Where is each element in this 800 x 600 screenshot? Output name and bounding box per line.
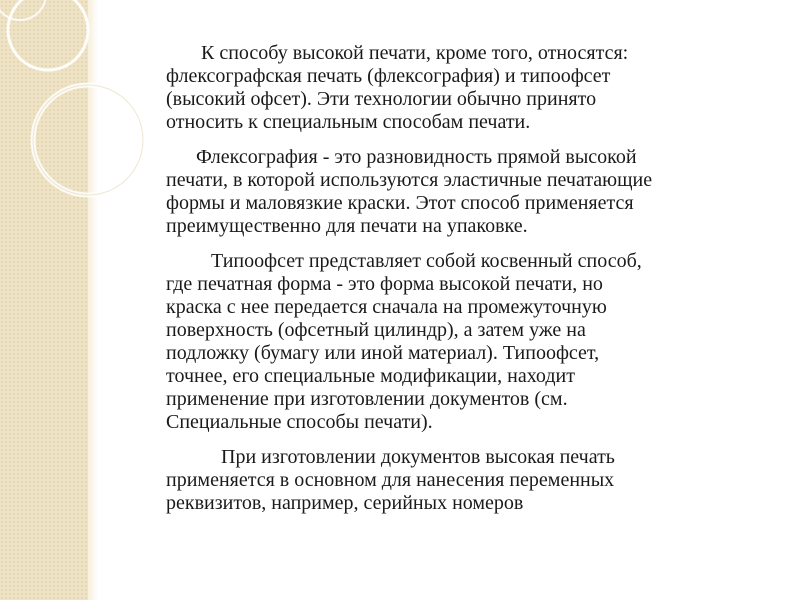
paragraph-line: где печатная форма - это форма высокой печати, но bbox=[166, 273, 603, 295]
paragraph-line: (высокий офсет). Эти технологии обычно принято bbox=[166, 88, 597, 110]
paragraph-line: применяется в основном для нанесения переменных bbox=[166, 469, 615, 491]
paragraph-line: относить к специальным способам печати. bbox=[166, 111, 531, 133]
paragraph-line: печати, в которой используются эластичные печатающие bbox=[166, 169, 653, 191]
paragraph-line: формы и маловязкие краски. Этот способ применяется bbox=[166, 192, 634, 214]
paragraph-line: точнее, его специальные модификации, находит bbox=[166, 365, 575, 387]
slide-paragraph bbox=[166, 42, 746, 134]
slide-body bbox=[166, 42, 746, 527]
paragraph-line: Типоофсет представляет собой косвенный способ, bbox=[166, 250, 642, 272]
ring-top-small bbox=[0, 0, 46, 20]
ring-middle bbox=[33, 85, 143, 195]
paragraph-line: Специальные способы печати). bbox=[166, 411, 433, 433]
paragraph-line: флексографская печать (флексография) и типоофсет bbox=[166, 65, 611, 87]
decorative-rings bbox=[0, 0, 160, 600]
slide-paragraph bbox=[166, 446, 746, 515]
slide-paragraph bbox=[166, 146, 746, 238]
paragraph-line: Флексография - это разновидность прямой высокой bbox=[166, 146, 637, 168]
paragraph-line: реквизитов, например, серийных номеров bbox=[166, 492, 524, 514]
paragraph-line: краска с нее передается сначала на промежуточную bbox=[166, 296, 607, 318]
paragraph-line: При изготовлении документов высокая печать bbox=[166, 446, 615, 468]
paragraph-line: применение при изготовлении документов (см. bbox=[166, 388, 568, 410]
paragraph-line: поверхность (офсетный цилиндр), а затем уже на bbox=[166, 319, 586, 341]
paragraph-line: преимущественно для печати на упаковке. bbox=[166, 215, 528, 237]
ring-top-large bbox=[8, 0, 88, 70]
paragraph-line: К способу высокой печати, кроме того, относятся: bbox=[166, 42, 629, 64]
slide-paragraph bbox=[166, 250, 746, 434]
paragraph-line: подложку (бумагу или иной материал). Типоофсет, bbox=[166, 342, 600, 364]
